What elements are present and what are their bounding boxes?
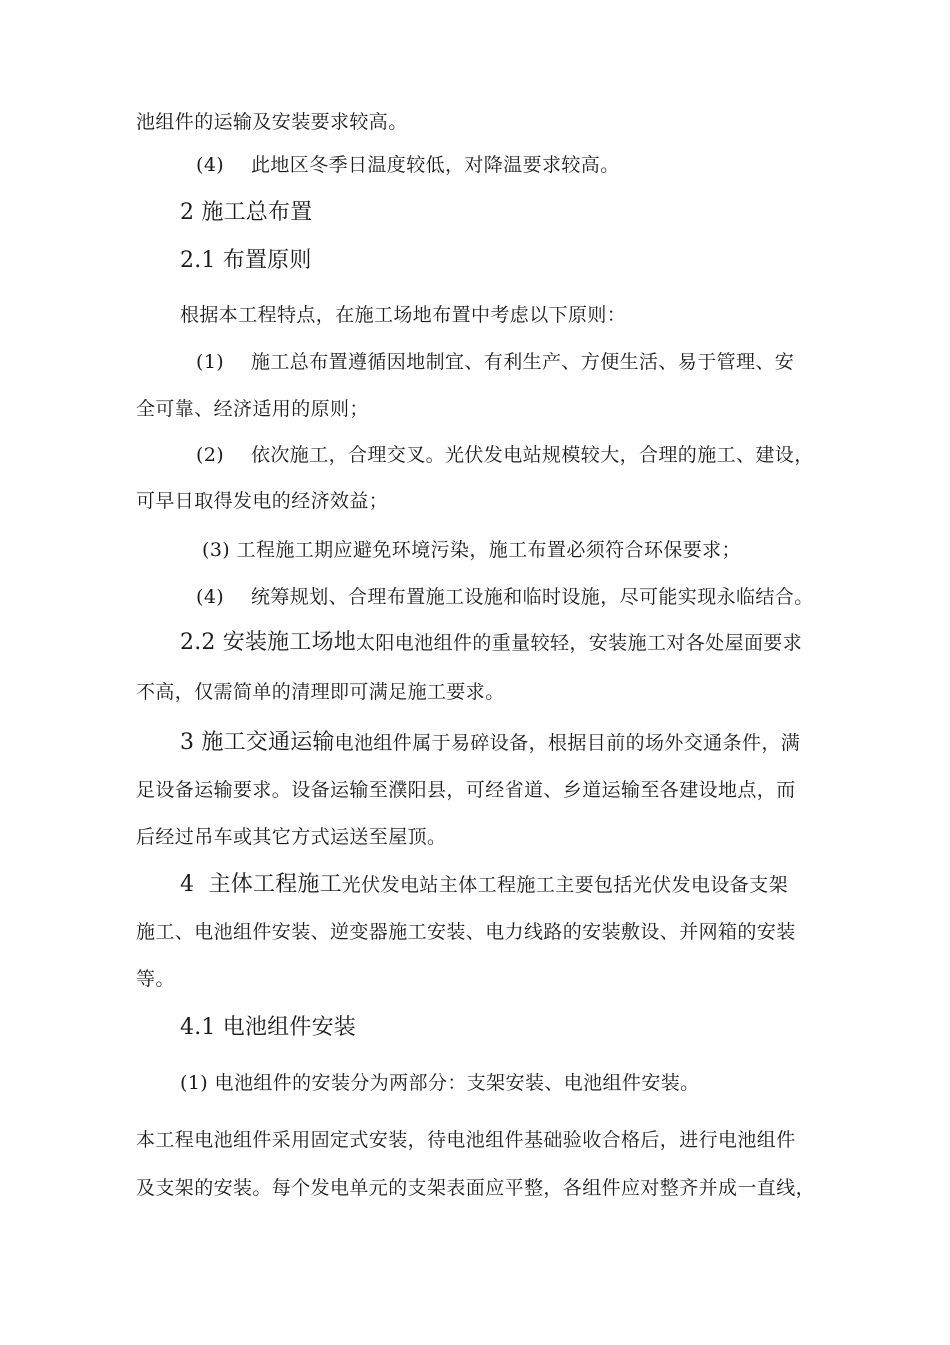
- text-line: 足设备运输要求。设备运输至濮阳县，可经省道、乡道运输至各建设地点，而: [136, 779, 796, 801]
- text-line: [180, 631, 802, 655]
- list-number: (1): [196, 351, 225, 373]
- text-line: (3) 工程施工期应避免环境污染，施工布置必须符合环保要求；: [202, 539, 741, 561]
- paragraph-text: 光伏发电站主体工程施工主要包括光伏发电设备支架: [341, 874, 788, 896]
- paragraph-text: 电池组件属于易碎设备，根据目前的场外交通条件，满: [334, 732, 801, 754]
- list-text: 统筹规划、合理布置施工设施和临时设施，尽可能实现永临结合。: [251, 586, 814, 608]
- section-heading: 3 施工交通运输: [180, 730, 335, 755]
- list-text: 施工总布置遵循因地制宜、有利生产、方便生活、易于管理、安: [251, 351, 795, 373]
- list-item: [196, 443, 814, 467]
- list-item: [196, 350, 794, 374]
- list-number: (4): [196, 154, 225, 176]
- text-line: (1) 电池组件的安装分为两部分：支架安装、电池组件安装。: [180, 1072, 700, 1094]
- list-number: (4): [196, 586, 225, 608]
- text-line: [180, 731, 800, 755]
- list-item: [196, 153, 620, 177]
- text-line: 等。: [136, 968, 175, 990]
- text-line: 可早日取得发电的经济效益；: [136, 490, 389, 512]
- list-item: [196, 585, 814, 609]
- text-line: [180, 873, 788, 897]
- text-line: 施工、电池组件安装、逆变器施工安装、电力线路的安装敷设、并网箱的安装: [136, 921, 796, 943]
- text-line: 及支架的安装。每个发电单元的支架表面应平整，各组件应对整齐并成一直线，: [136, 1177, 816, 1199]
- list-text: 此地区冬季日温度较低，对降温要求较高。: [251, 154, 620, 176]
- text-line: 池组件的运输及安装要求较高。: [136, 111, 408, 133]
- section-heading: 2.1 布置原则: [180, 248, 312, 273]
- section-heading: 4.1 电池组件安装: [180, 1015, 356, 1040]
- text-line: 不高，仅需简单的清理即可满足施工要求。: [136, 681, 505, 703]
- list-text: 依次施工，合理交叉。光伏发电站规模较大，合理的施工、建设，: [251, 444, 814, 466]
- text-line: 全可靠、经济适用的原则；: [136, 398, 369, 420]
- list-number: (2): [196, 444, 225, 466]
- paragraph-text: 太阳电池组件的重量较轻，安装施工对各处屋面要求: [355, 632, 803, 654]
- text-line: 本工程电池组件采用固定式安装，待电池组件基础验收合格后，进行电池组件: [136, 1129, 796, 1151]
- text-line: 根据本工程特点，在施工场地布置中考虑以下原则：: [180, 304, 627, 326]
- section-heading: 2 施工总布置: [180, 200, 313, 225]
- text-line: 后经过吊车或其它方式运送至屋顶。: [136, 826, 447, 848]
- section-heading: 2.2 安装施工场地: [180, 630, 356, 655]
- section-heading: 4 主体工程施工: [180, 872, 342, 897]
